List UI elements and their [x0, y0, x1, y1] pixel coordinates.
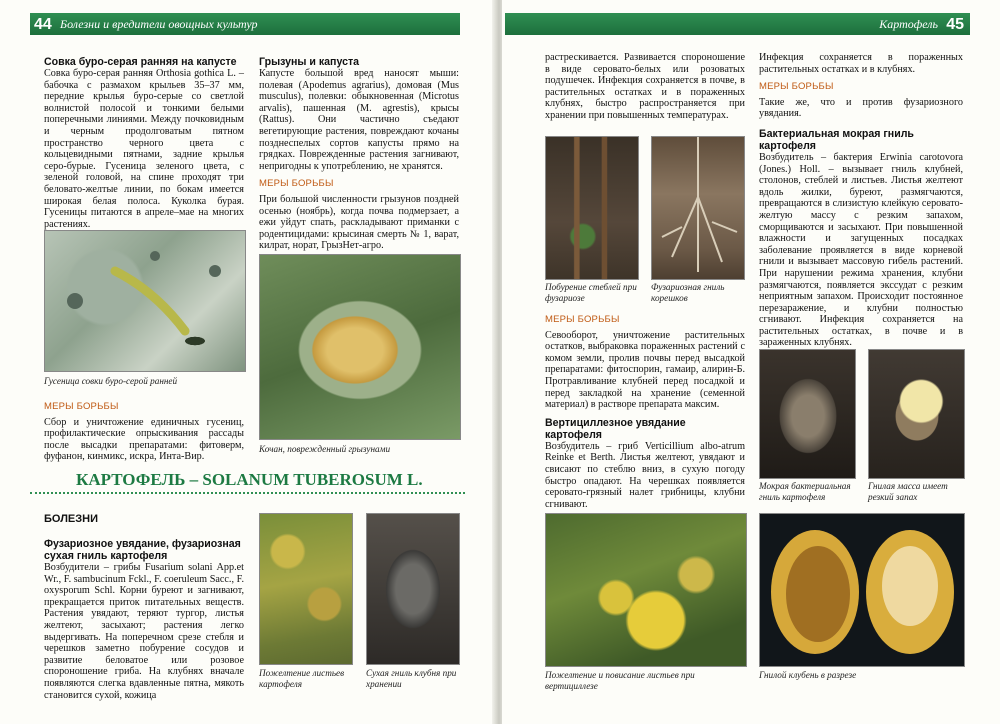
article-text: Капусте большой вред наносят мыши: полевая (Apodemus agrarius), домовая (Mus musculus), полевки: обыкновенная (Microtus arvalis), пашенная (M. agrestis), крысы (Rattus). Они частично съедают вегетирующие растения, повреждают кочаны позднеспелых сортов капусты прямо на грядках. Поврежденные растения загнивают, непригодны к употреблению, не хранятся. — [259, 68, 459, 172]
browning-stems-caption: Побурение стеблей при фузариозе — [545, 282, 637, 303]
article-title: Совка буро-серая ранняя на капусте — [44, 56, 237, 68]
article-cutworm — [44, 56, 244, 230]
article-text: растрескивается. Развивается спороношение в виде серовато-белых или розоватых подушечек. Инфекция сохраняется в почве, в растительных остатках и в пораженных клубнях, быстро распространяется при хранении при повышенных температурах. — [545, 52, 745, 121]
verticillium-photo — [545, 513, 747, 667]
article-text: Инфекция сохраняется в пораженных растительных остатках и в клубнях. — [759, 52, 963, 75]
caterpillar-illustration — [45, 231, 245, 371]
fusarium-continued — [545, 52, 745, 122]
article-text: Возбудители – грибы Fusarium solani App.et Wr., F. sambucinum Fckl., F. coeruleum Sacc., F. oxysporum Schl. Корни буреют и загнивают, прекращается приток питательных веществ. Растения увядают, теряют тургор, листья желтеют, засыхают; растения легко выдергивать. На поперечном срезе стебля и черешков заметно побурение сосудов и развитие беловатое или розовое спороношение гриба. На клубнях вначале появляются слегка вдавленные пятна, мякоть становится сухой, кожица — [44, 562, 244, 701]
measures-label: МЕРЫ БОРЬБЫ — [259, 178, 334, 190]
wilting-leaves-photo — [259, 513, 353, 665]
running-header-title: Болезни и вредители овощных культур — [60, 17, 258, 31]
diseases-heading: БОЛЕЗНИ — [44, 513, 98, 525]
measures-text: Такие же, что и против фузариозного увядания. — [759, 96, 963, 120]
rotten-tuber-caption: Гнилой клубень в разрезе — [759, 670, 857, 680]
fusarium-measures — [545, 308, 745, 510]
article-text: Возбудитель – бактерия Erwinia carotovora (Jones.) Holl. – вызывает гниль клубней, столонов, стеблей и листьев. Листья желтеют вдоль жилки, буреют, размягчаются, превращаются в слизистую клейкую серовато-желтую массу с резким запахом, сморщиваются и засыхают. При повышенной влажности и загущенных посадках заболевание проявляется в виде корневой гнили и вызывает массовую гибель растений. При нарушении режима хранения, клубни размягчаются, появляется экссудат с резким неприятным запахом. Происходит постоянное перезаражение, и клубни полностью сгнивают. Инфекция сохраняется на растительных остатках, в почве и в зараженных клубнях. — [759, 151, 963, 349]
dry-rot-caption: Сухая гниль клубня при хранении — [366, 668, 457, 689]
verticillium-caption: Пожелтение и повисание листьев при вертициллезе — [545, 670, 695, 691]
cabbage-caption: Кочан, поврежденный грызунами — [259, 444, 391, 454]
measures-label: МЕРЫ БОРЬБЫ — [759, 81, 834, 93]
page-number: 44 — [34, 16, 52, 33]
rotten-mass-caption: Гнилая масса имеет резкий запах — [868, 481, 948, 502]
cabbage-photo — [259, 254, 461, 440]
cutworm-measures — [44, 395, 244, 463]
rotten-tuber-cut-photo — [759, 513, 965, 667]
left-page — [0, 0, 496, 724]
root-rot-caption: Фузариозная гниль корешков — [651, 282, 725, 303]
running-header-title: Картофель — [879, 17, 938, 31]
section-title: КАРТОФЕЛЬ – SOLANUM TUBEROSUM L. — [76, 470, 423, 489]
article-title: Вертициллезное увядание картофеля — [545, 416, 686, 441]
rotten-mass-photo — [868, 349, 965, 479]
measures-text: Севооборот, уничтожение растительных остатков, выбраковка пораженных растений с комом земли, пролив почвы перед высадкой препаратами: фитоспорин, гамаир, алирин-Б. Протравливание клубней перед посадкой и перед закладкой на хранение (семенной материал) в растворе препарата максим. — [545, 329, 745, 411]
measures-label: МЕРЫ БОРЬБЫ — [44, 401, 119, 412]
bacterial-rot-article — [759, 52, 963, 349]
left-page-header — [30, 13, 460, 35]
article-fusarium — [44, 538, 244, 701]
dry-rot-tuber-photo — [366, 513, 460, 665]
article-text: Совка буро-серая ранняя Orthosia gothica L. – бабочка с размахом крыльев 35–37 мм, передние крылья буро-серые со светлой волнистой полосой и тонкими белыми поперечными линиями. Между почковидным и черным продолговатым пятном пространство черного цвета с кольцевидными пятнами, задние крылья серо-бурые. Гусеница зеленого цвета, с зеленой головой, на спине проходят три беловато-желтые линии, по бокам имеется широкая белая полоса. Куколка бурая. Гусеницы питаются в апреле–мае на многих растениях. — [44, 68, 244, 230]
wet-rot-caption: Мокрая бактериальная гниль картофеля — [759, 481, 851, 502]
article-title: Фузариозное увядание, фузариозная сухая гниль картофеля — [44, 538, 241, 562]
article-rodents — [259, 56, 459, 252]
article-text: Возбудитель – гриб Verticillium albo-atrum Reinke et Berth. Листья желтеют, увядают и свисают по стеблю вниз, в сухую погоду быстро опадают. На черешках появляется серовато-грязный налет грибницы, клубни сгнивают. — [545, 440, 745, 510]
measures-label: МЕРЫ БОРЬБЫ — [545, 314, 620, 325]
measures-text: При большой численности грызунов поздней осенью (ноябрь), когда почва подмерзает, а ежи уйдут спать, раскладывают приманки с родентицидами: крысиная смерть № 1, варат, килрат, норат, ГрызНет-агро. — [259, 193, 459, 252]
page-number: 45 — [946, 16, 964, 33]
caterpillar-caption: Гусеница совки буро-серой ранней — [44, 376, 178, 386]
wet-rot-photo — [759, 349, 856, 479]
browning-stems-photo — [545, 136, 639, 280]
article-title: Бактериальная мокрая гниль картофеля — [759, 127, 914, 152]
article-title: Грызуны и капуста — [259, 56, 360, 68]
tuber-halves-illustration — [760, 514, 964, 666]
right-page — [502, 0, 1000, 724]
measures-text: Сбор и уничтожение единичных гусениц, профилактические опрыскивания рассады после высадки препаратами: фитоверм, фуфанон, кинмикс, искра, Инта-Вир. — [44, 416, 244, 463]
roots-illustration — [652, 137, 744, 279]
right-page-header — [505, 13, 970, 35]
section-divider — [30, 492, 465, 494]
caterpillar-photo — [44, 230, 246, 372]
root-rot-photo — [651, 136, 745, 280]
wilting-leaves-caption: Пожелтение листьев картофеля — [259, 668, 345, 689]
